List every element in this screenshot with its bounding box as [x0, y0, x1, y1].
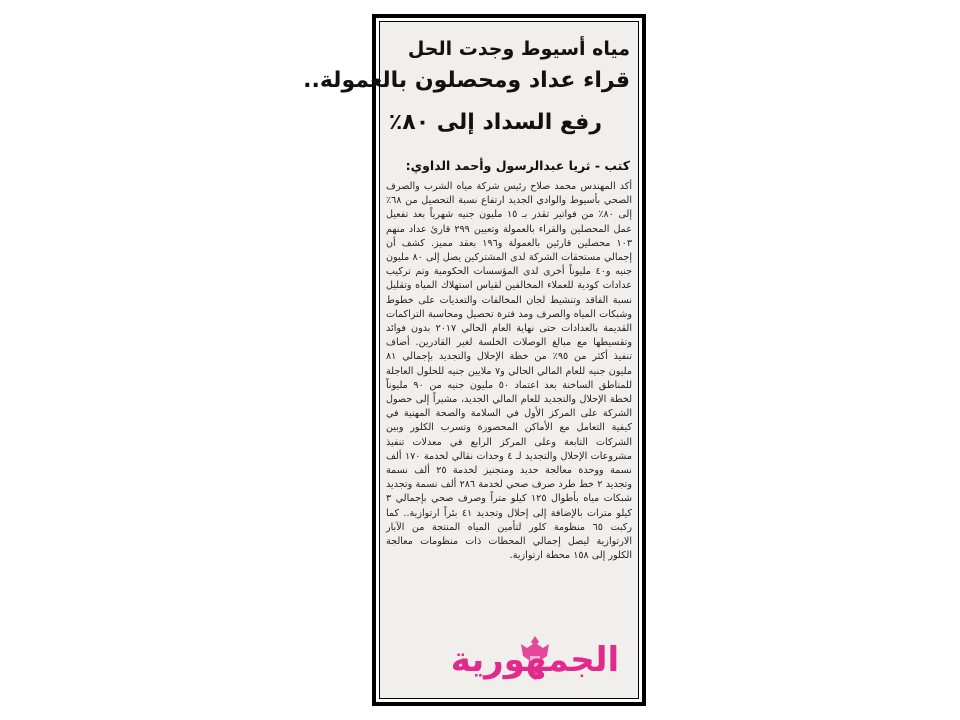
newspaper-clipping: [303, 21, 639, 699]
article-subheadline: رفع السداد إلى ٨٠٪: [388, 110, 602, 135]
article-body: [386, 180, 632, 622]
article-headline: قراء عداد ومحصلون بالعمولة..: [303, 68, 630, 93]
clipping-frame: [303, 14, 646, 706]
newspaper-logo-text: الجمهورية: [450, 640, 620, 680]
newspaper-logo: [446, 634, 624, 688]
article-body-text: أكد المهندس محمد صلاح رئيس شركة مياه الشرب والصرف الصحي بأسيوط والوادي الجديد ارتفاع نسبة التحصيل من ٦٨٪ إلى ٨٠٪ من فواتير تقدر بـ ١٥ مليون جنيه شهرياً بعد تفعيل عمل المحصلين والقراء بالعمولة وتعيين ٢٩٩ قارئ عداد منهم ١٠٣ محصلين قارئين بالعمولة و١٩٦ بعقد مميز. كشف أن إجمالي مستحقات الشركة لدى المشتركين يصل إلى ٨٠ مليون جنيه و٤٠ مليوناً أخرى لدى المؤسسات الحكومية وتم تركيب عدادات كودية للعملاء المخالفين لقياس استهلاك المياه وتقليل نسبة الفاقد وتنشيط لجان المخالفات والتعديات على خطوط وشبكات المياه والصرف ومد فترة تحصيل ومحاسبة التراكمات القديمة بالعدادات حتى نهاية العام الحالي ٢٠١٧ بدون فوائد وتقسيطها مع مبالغ الوصلات الخلسة لغير القادرين. أضاف تنفيذ أكثر من ٩٥٪ من خطة الإحلال والتجديد بإجمالي ٨١ مليون جنيه للعام المالي الحالي و٧ ملايين جنيه للحلول العاجلة للمناطق الساخنة بعد اعتماد ٥٠ مليون جنيه من ٩٠ مليوناً لخطة الإحلال والتجديد للعام المالي الجديد، مشيراً إلى حصول الشركة على المركز الأول في السلامة والصحة المهنية في كيفية التعامل مع الأماكن المحصورة وتسرب الكلور وبين الشركات التابعة وعلى المركز الرابع في معدلات تنفيذ مشروعات الإحلال والتجديد لـ ٤ وحدات نقالي لخدمة ١٧٠ ألف نسمة ووحدة معالجة حديد ومنجنيز لخدمة ٢٥ ألف نسمة وتجديد ٢ خط طرد صرف صحي لخدمة ٢٨٦ ألف نسمة وتجديد شبكات مياه بأطوال ١٢٥ كيلو متراً وصرف صحي بإجمالي ٣ كيلو مترات بالإضافة إلى إحلال وتجديد ٤١ بئراً ارتوازية.. كما ركبت ٦٥ منظومة كلور لتأمين المياه المنتجة من الآبار الارتوازية ليصل إجمالي المحطات ذات منظومات معالجة الكلور إلى ١٥٨ محطة ارتوازية.: [386, 181, 633, 562]
article-kicker: مياه أسيوط وجدت الحل: [407, 38, 630, 60]
article-byline: كتب - ثريا عبدالرسول وأحمد الداوي:: [405, 158, 630, 173]
